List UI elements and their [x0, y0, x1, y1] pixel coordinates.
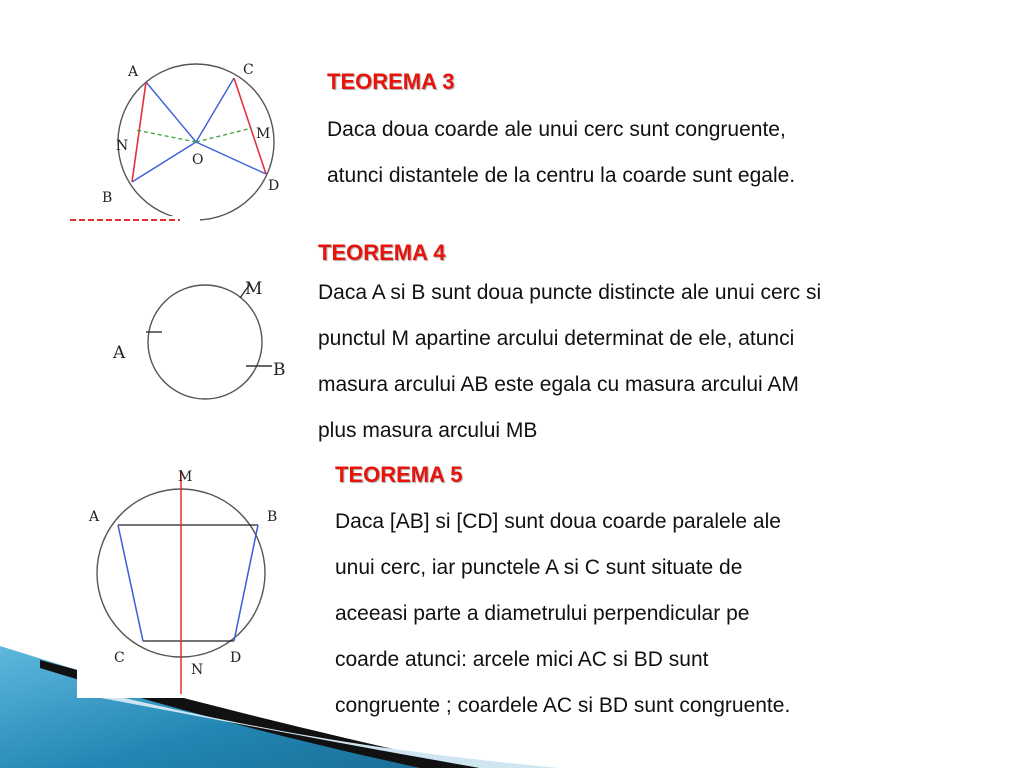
segment-od: [196, 142, 266, 174]
label-m: M: [245, 279, 263, 299]
statement-line: punctul M apartine arcului determinat de ele, atunci: [318, 327, 795, 350]
chord-ab: [132, 82, 146, 182]
label-a: A: [128, 64, 139, 80]
label-b: B: [267, 509, 278, 525]
label-a: A: [89, 509, 100, 525]
statement-line: congruente ; coardele AC si BD sunt congruente.: [335, 694, 791, 717]
label-c: C: [243, 62, 254, 78]
statement-line: Daca A si B sunt doua puncte distincte ale unui cerc si: [318, 281, 822, 304]
label-m: M: [256, 126, 271, 142]
circle: [148, 285, 262, 399]
figure-theorem-4: [100, 270, 300, 410]
chord-ac: [118, 525, 143, 641]
label-b: B: [273, 360, 286, 380]
segment-ob: [132, 142, 196, 182]
label-d: D: [230, 650, 242, 666]
theorem-4-title: TEOREMA 4: [318, 240, 446, 265]
label-b: B: [102, 190, 113, 206]
theorem-4-statement: [318, 270, 821, 454]
statement-line: plus masura arcului MB: [318, 419, 538, 442]
theorem-5-statement: [335, 499, 790, 729]
statement-line: coarde atunci: arcele mici AC si BD sunt: [335, 648, 709, 671]
theorem-5-title: TEOREMA 5: [335, 462, 463, 487]
label-d: D: [268, 178, 280, 194]
statement-line: unui cerc, iar punctele A si C sunt situate de: [335, 556, 743, 579]
segment-co: [196, 78, 234, 142]
statement-line: masura arcului AB este egala cu masura arcului AM: [318, 373, 799, 396]
label-n: N: [116, 138, 129, 154]
label-c: C: [114, 650, 125, 666]
distance-om: [196, 128, 252, 142]
theorem-3-statement: [327, 107, 795, 199]
theorem-3-title: TEOREMA 3: [327, 69, 455, 94]
chord-bd: [234, 525, 258, 641]
statement-line: Daca doua coarde ale unui cerc sunt congruente,: [327, 118, 786, 141]
label-m: M: [178, 469, 193, 485]
label-n: N: [191, 662, 204, 678]
label-a: A: [113, 343, 126, 363]
statement-line: atunci distantele de la centru la coarde sunt egale.: [327, 164, 796, 187]
figure-theorem-3: [60, 56, 300, 224]
statement-line: aceeasi parte a diametrului perpendicular pe: [335, 602, 750, 625]
label-o: O: [192, 152, 204, 168]
statement-line: Daca [AB] si [CD] sunt doua coarde paralele ale: [335, 510, 781, 533]
figure-theorem-5: [77, 462, 299, 698]
